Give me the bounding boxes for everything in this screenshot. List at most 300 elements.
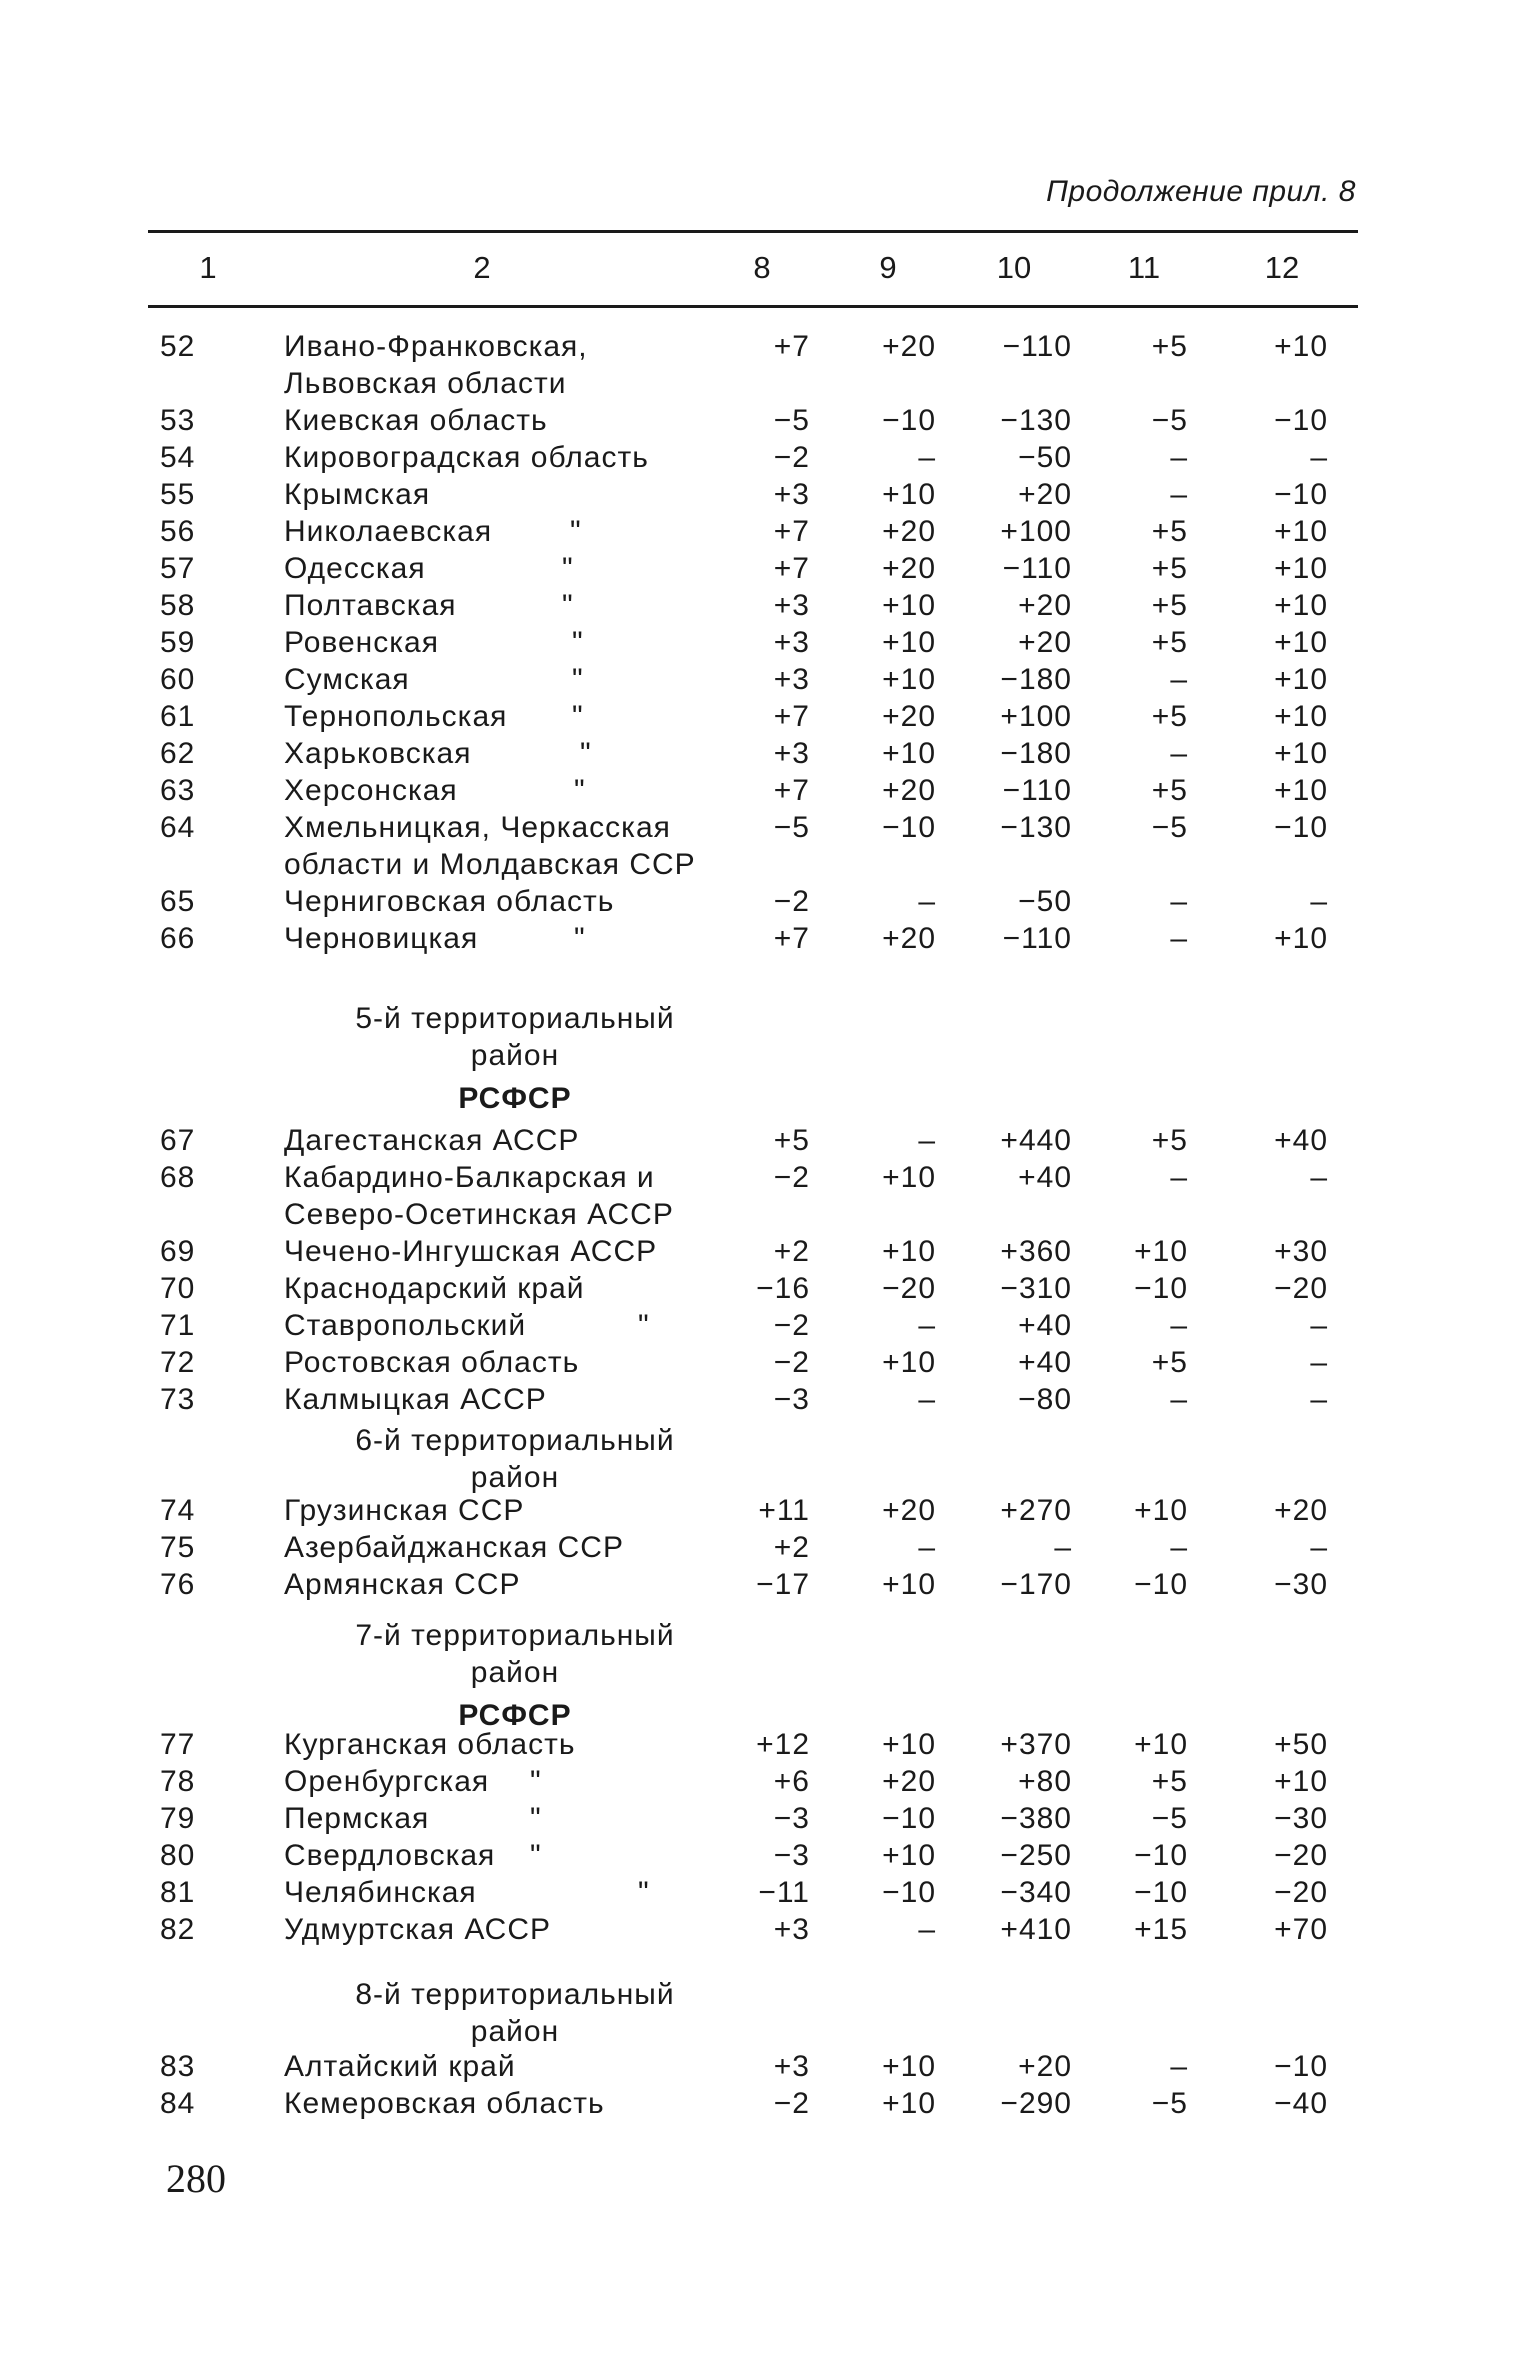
- column-header-2: 2: [473, 250, 491, 285]
- table-row: [0, 811, 1536, 848]
- row-number: 55: [160, 478, 196, 511]
- row-number: 77: [160, 1728, 196, 1761]
- value-col-9: +10: [882, 663, 936, 696]
- value-col-10: +360: [1000, 1235, 1072, 1268]
- table-row: [0, 441, 1536, 478]
- table-row: [0, 515, 1536, 552]
- row-number: 80: [160, 1839, 196, 1872]
- region-name: Пермская: [284, 1802, 430, 1835]
- table-row: [0, 774, 1536, 811]
- table-row: [0, 626, 1536, 663]
- section-heading-8: [330, 1976, 700, 2050]
- value-col-8: +2: [773, 1531, 810, 1564]
- value-col-10: +100: [1000, 700, 1072, 733]
- table-row: [0, 663, 1536, 700]
- region-name: Крымская: [284, 478, 431, 511]
- value-col-9: −10: [882, 404, 936, 437]
- ditto-mark: ": [580, 737, 592, 770]
- value-col-9: +10: [882, 2087, 936, 2120]
- value-col-9: +10: [882, 2050, 936, 2083]
- region-name: Ростовская область: [284, 1346, 580, 1379]
- value-col-9: +20: [882, 515, 936, 548]
- row-number: 81: [160, 1876, 196, 1909]
- value-col-11: –: [1170, 1161, 1188, 1194]
- value-col-9: +10: [882, 1839, 936, 1872]
- value-col-10: +440: [1000, 1124, 1072, 1157]
- value-col-11: −10: [1134, 1876, 1188, 1909]
- row-number: 69: [160, 1235, 196, 1268]
- value-col-12: –: [1310, 441, 1328, 474]
- table-row: [0, 552, 1536, 589]
- table-top-rule: [148, 230, 1358, 233]
- row-number: 65: [160, 885, 196, 918]
- region-name: Киевская область: [284, 404, 548, 437]
- table-row: [0, 737, 1536, 774]
- value-col-10: −310: [1000, 1272, 1072, 1305]
- table-row: [0, 1124, 1536, 1161]
- value-col-10: −50: [1018, 441, 1072, 474]
- value-col-11: −5: [1151, 2087, 1188, 2120]
- row-number: 67: [160, 1124, 196, 1157]
- value-col-12: +10: [1274, 589, 1328, 622]
- value-col-8: −11: [758, 1876, 810, 1909]
- value-col-8: +3: [773, 663, 810, 696]
- value-col-8: −3: [773, 1839, 810, 1872]
- value-col-8: −2: [773, 1161, 810, 1194]
- value-col-11: +10: [1134, 1494, 1188, 1527]
- region-name: Оренбургская: [284, 1765, 490, 1798]
- column-header-9: 9: [879, 250, 897, 285]
- value-col-11: –: [1170, 2050, 1188, 2083]
- value-col-12: +30: [1274, 1235, 1328, 1268]
- value-col-11: +10: [1134, 1235, 1188, 1268]
- row-number: 73: [160, 1383, 196, 1416]
- region-name: Хмельницкая, Черкасская: [284, 811, 671, 844]
- value-col-10: +20: [1018, 626, 1072, 659]
- value-col-10: −290: [1000, 2087, 1072, 2120]
- value-col-9: –: [918, 1309, 936, 1342]
- region-name: Дагестанская АССР: [284, 1124, 580, 1157]
- region-name: Грузинская ССР: [284, 1494, 525, 1527]
- region-name: Львовская области: [284, 367, 567, 400]
- row-number: 74: [160, 1494, 196, 1527]
- table-row: [0, 1383, 1536, 1420]
- row-number: 60: [160, 663, 196, 696]
- value-col-11: –: [1170, 441, 1188, 474]
- value-col-12: +70: [1274, 1913, 1328, 1946]
- value-col-11: +15: [1134, 1913, 1188, 1946]
- table-row: [0, 1802, 1536, 1839]
- value-col-8: +7: [773, 774, 810, 807]
- value-col-12: +10: [1274, 663, 1328, 696]
- value-col-8: +3: [773, 589, 810, 622]
- value-col-10: −80: [1018, 1383, 1072, 1416]
- value-col-9: +20: [882, 1494, 936, 1527]
- region-name: Черновицкая: [284, 922, 479, 955]
- region-name: Херсонская: [284, 774, 458, 807]
- value-col-11: –: [1170, 737, 1188, 770]
- section-republic: РСФСР: [458, 1699, 572, 1732]
- region-name: Армянская ССР: [284, 1568, 521, 1601]
- table-row: [0, 1876, 1536, 1913]
- value-col-12: +10: [1274, 737, 1328, 770]
- value-col-10: −110: [1002, 330, 1072, 363]
- region-name: Кабардино-Балкарская и: [284, 1161, 655, 1194]
- value-col-12: –: [1310, 1531, 1328, 1564]
- column-header-10: 10: [996, 250, 1032, 285]
- ditto-mark: ": [638, 1876, 650, 1909]
- row-number: 75: [160, 1531, 196, 1564]
- table-row: [0, 2050, 1536, 2087]
- section-subtitle: район: [470, 1656, 560, 1689]
- page-number: 280: [166, 2156, 226, 2201]
- ditto-mark: ": [530, 1765, 542, 1798]
- region-name: Челябинская: [284, 1876, 477, 1909]
- section-title: 5-й территориальный: [355, 1002, 675, 1035]
- value-col-9: –: [918, 885, 936, 918]
- value-col-8: −3: [773, 1802, 810, 1835]
- row-number: 54: [160, 441, 196, 474]
- value-col-11: +5: [1151, 589, 1188, 622]
- row-number: 76: [160, 1568, 196, 1601]
- value-col-11: +5: [1151, 1124, 1188, 1157]
- value-col-10: +40: [1018, 1309, 1072, 1342]
- value-col-9: –: [918, 441, 936, 474]
- value-col-11: −10: [1134, 1272, 1188, 1305]
- region-name: Алтайский край: [284, 2050, 516, 2083]
- ditto-mark: ": [530, 1839, 542, 1872]
- value-col-10: +370: [1000, 1728, 1072, 1761]
- row-number: 63: [160, 774, 196, 807]
- region-name: Азербайджанская ССР: [284, 1531, 624, 1564]
- value-col-12: −30: [1274, 1802, 1328, 1835]
- value-col-11: +10: [1134, 1728, 1188, 1761]
- section-subtitle: район: [470, 1039, 560, 1072]
- value-col-9: −20: [882, 1272, 936, 1305]
- value-col-9: +10: [882, 1568, 936, 1601]
- value-col-10: −340: [1000, 1876, 1072, 1909]
- row-number: 52: [160, 330, 196, 363]
- table-row: [0, 1161, 1536, 1198]
- value-col-9: −10: [882, 1876, 936, 1909]
- value-col-12: +10: [1274, 626, 1328, 659]
- value-col-12: +10: [1274, 774, 1328, 807]
- region-name: Ровенская: [284, 626, 439, 659]
- value-col-9: +10: [882, 1161, 936, 1194]
- row-number: 70: [160, 1272, 196, 1305]
- region-name: Сумская: [284, 663, 410, 696]
- section-heading-6: [330, 1422, 700, 1496]
- region-name: области и Молдавская ССР: [284, 848, 696, 881]
- value-col-12: +10: [1274, 1765, 1328, 1798]
- value-col-10: −110: [1002, 552, 1072, 585]
- value-col-9: +10: [882, 1235, 936, 1268]
- value-col-8: +3: [773, 737, 810, 770]
- value-col-10: −380: [1000, 1802, 1072, 1835]
- row-number: 59: [160, 626, 196, 659]
- table-row: [0, 2087, 1536, 2124]
- value-col-12: +10: [1274, 330, 1328, 363]
- row-number: 64: [160, 811, 196, 844]
- value-col-12: –: [1310, 1309, 1328, 1342]
- ditto-mark: ": [574, 922, 586, 955]
- value-col-8: −3: [773, 1383, 810, 1416]
- region-name: Тернопольская: [284, 700, 508, 733]
- section-republic: РСФСР: [458, 1082, 572, 1115]
- section-subtitle: район: [470, 2015, 560, 2048]
- table-row: [0, 1728, 1536, 1765]
- table-row: [0, 922, 1536, 959]
- value-col-8: +2: [773, 1235, 810, 1268]
- value-col-10: +410: [1000, 1913, 1072, 1946]
- value-col-11: –: [1170, 1309, 1188, 1342]
- value-col-12: −10: [1274, 2050, 1328, 2083]
- region-name: Свердловская: [284, 1839, 496, 1872]
- region-name: Ставропольский: [284, 1309, 527, 1342]
- value-col-10: +40: [1018, 1161, 1072, 1194]
- row-number: 84: [160, 2087, 196, 2120]
- continuation-note: Продолжение прил. 8: [1046, 175, 1356, 208]
- region-name: Черниговская область: [284, 885, 615, 918]
- ditto-mark: ": [572, 626, 584, 659]
- value-col-11: –: [1170, 922, 1188, 955]
- value-col-11: +5: [1151, 1346, 1188, 1379]
- value-col-11: +5: [1151, 330, 1188, 363]
- ditto-mark: ": [562, 589, 574, 622]
- value-col-9: +20: [882, 552, 936, 585]
- value-col-8: −16: [756, 1272, 810, 1305]
- value-col-9: +20: [882, 922, 936, 955]
- value-col-12: +20: [1274, 1494, 1328, 1527]
- value-col-12: –: [1310, 1383, 1328, 1416]
- value-col-12: +10: [1274, 700, 1328, 733]
- value-col-11: +5: [1151, 774, 1188, 807]
- table-row: [0, 1913, 1536, 1950]
- value-col-9: –: [918, 1124, 936, 1157]
- value-col-9: –: [918, 1531, 936, 1564]
- region-name: Николаевская: [284, 515, 493, 548]
- value-col-10: +20: [1018, 589, 1072, 622]
- value-col-11: −5: [1151, 1802, 1188, 1835]
- value-col-10: −180: [1000, 737, 1072, 770]
- value-col-8: −2: [773, 1309, 810, 1342]
- ditto-mark: ": [572, 663, 584, 696]
- value-col-9: +20: [882, 1765, 936, 1798]
- value-col-9: +10: [882, 589, 936, 622]
- value-col-11: +5: [1151, 552, 1188, 585]
- value-col-9: +20: [882, 330, 936, 363]
- row-number: 83: [160, 2050, 196, 2083]
- ditto-mark: ": [570, 515, 582, 548]
- table-row: [0, 1272, 1536, 1309]
- value-col-8: +3: [773, 626, 810, 659]
- table-row: [0, 589, 1536, 626]
- value-col-12: −40: [1274, 2087, 1328, 2120]
- value-col-12: −20: [1274, 1272, 1328, 1305]
- value-col-10: −130: [1000, 811, 1072, 844]
- value-col-8: +6: [773, 1765, 810, 1798]
- table-row: [0, 1765, 1536, 1802]
- value-col-12: +10: [1274, 922, 1328, 955]
- row-number: 78: [160, 1765, 196, 1798]
- value-col-8: −5: [773, 811, 810, 844]
- value-col-11: –: [1170, 1531, 1188, 1564]
- region-name: Северо-Осетинская АССР: [284, 1198, 674, 1231]
- column-header-11: 11: [1127, 250, 1161, 285]
- table-row: [0, 404, 1536, 441]
- value-col-8: +5: [773, 1124, 810, 1157]
- value-col-10: +20: [1018, 2050, 1072, 2083]
- table-row: [0, 1839, 1536, 1876]
- value-col-10: –: [1054, 1531, 1072, 1564]
- ditto-mark: ": [530, 1802, 542, 1835]
- region-name: Одесская: [284, 552, 426, 585]
- row-number: 58: [160, 589, 196, 622]
- value-col-11: −5: [1151, 404, 1188, 437]
- value-col-10: −130: [1000, 404, 1072, 437]
- value-col-12: –: [1310, 885, 1328, 918]
- column-header-1: 1: [199, 250, 217, 285]
- region-name: Курганская область: [284, 1728, 576, 1761]
- table-row: [0, 1346, 1536, 1383]
- ditto-mark: ": [562, 552, 574, 585]
- row-number: 66: [160, 922, 196, 955]
- row-number: 53: [160, 404, 196, 437]
- value-col-10: +20: [1018, 478, 1072, 511]
- value-col-8: +3: [773, 2050, 810, 2083]
- value-col-11: –: [1170, 663, 1188, 696]
- section-subtitle: район: [470, 1461, 560, 1494]
- row-number: 56: [160, 515, 196, 548]
- section-title: 7-й территориальный: [355, 1619, 675, 1652]
- value-col-8: +12: [756, 1728, 810, 1761]
- value-col-8: −5: [773, 404, 810, 437]
- section-title: 6-й территориальный: [355, 1424, 675, 1457]
- value-col-10: −180: [1000, 663, 1072, 696]
- region-name: Кировоградская область: [284, 441, 649, 474]
- value-col-9: +10: [882, 478, 936, 511]
- table-row: [0, 330, 1536, 367]
- ditto-mark: ": [638, 1309, 650, 1342]
- value-col-8: +7: [773, 552, 810, 585]
- region-name: Харьковская: [284, 737, 472, 770]
- value-col-12: –: [1310, 1161, 1328, 1194]
- value-col-8: +7: [773, 700, 810, 733]
- value-col-11: −5: [1151, 811, 1188, 844]
- value-col-10: −110: [1002, 774, 1072, 807]
- value-col-9: +10: [882, 1346, 936, 1379]
- table-row: [0, 1235, 1536, 1272]
- row-number: 62: [160, 737, 196, 770]
- value-col-8: +3: [773, 1913, 810, 1946]
- value-col-12: −20: [1274, 1876, 1328, 1909]
- value-col-12: +40: [1274, 1124, 1328, 1157]
- value-col-10: +270: [1000, 1494, 1072, 1527]
- value-col-11: –: [1170, 478, 1188, 511]
- value-col-12: +10: [1274, 552, 1328, 585]
- value-col-11: −10: [1134, 1839, 1188, 1872]
- table-row: [0, 1198, 1536, 1235]
- table-row: [0, 1309, 1536, 1346]
- value-col-12: −30: [1274, 1568, 1328, 1601]
- value-col-9: +10: [882, 1728, 936, 1761]
- table-row: [0, 885, 1536, 922]
- value-col-10: +80: [1018, 1765, 1072, 1798]
- row-number: 57: [160, 552, 196, 585]
- region-name: Кемеровская область: [284, 2087, 605, 2120]
- value-col-12: −10: [1274, 811, 1328, 844]
- table-row: [0, 1531, 1536, 1568]
- value-col-9: +10: [882, 737, 936, 770]
- value-col-8: +3: [773, 478, 810, 511]
- region-name: Калмыцкая АССР: [284, 1383, 547, 1416]
- row-number: 71: [160, 1309, 196, 1342]
- value-col-12: +10: [1274, 515, 1328, 548]
- section-heading-7: [330, 1617, 700, 1734]
- value-col-9: –: [918, 1913, 936, 1946]
- value-col-10: −50: [1018, 885, 1072, 918]
- ditto-mark: ": [574, 774, 586, 807]
- region-name: Удмуртская АССР: [284, 1913, 552, 1946]
- value-col-12: −10: [1274, 404, 1328, 437]
- region-name: Полтавская: [284, 589, 457, 622]
- section-heading-5: [330, 1000, 700, 1117]
- value-col-12: –: [1310, 1346, 1328, 1379]
- value-col-9: –: [918, 1383, 936, 1416]
- table-row: [0, 1494, 1536, 1531]
- value-col-11: −10: [1134, 1568, 1188, 1601]
- value-col-10: +100: [1000, 515, 1072, 548]
- value-col-12: +50: [1274, 1728, 1328, 1761]
- region-name: Ивано-Франковская,: [284, 330, 588, 363]
- value-col-8: +7: [773, 922, 810, 955]
- row-number: 68: [160, 1161, 196, 1194]
- value-col-8: +7: [773, 515, 810, 548]
- row-number: 61: [160, 700, 196, 733]
- ditto-mark: ": [572, 700, 584, 733]
- value-col-11: –: [1170, 885, 1188, 918]
- row-number: 72: [160, 1346, 196, 1379]
- region-name: Краснодарский край: [284, 1272, 585, 1305]
- value-col-11: +5: [1151, 515, 1188, 548]
- region-name: Чечено-Ингушская АССР: [284, 1235, 658, 1268]
- value-col-8: −2: [773, 885, 810, 918]
- value-col-8: −2: [773, 2087, 810, 2120]
- value-col-12: −20: [1274, 1839, 1328, 1872]
- table-row: [0, 700, 1536, 737]
- value-col-10: −170: [1000, 1568, 1072, 1601]
- value-col-11: –: [1170, 1383, 1188, 1416]
- value-col-11: +5: [1151, 1765, 1188, 1798]
- value-col-8: −2: [773, 441, 810, 474]
- row-number: 79: [160, 1802, 196, 1835]
- section-title: 8-й территориальный: [355, 1978, 675, 2011]
- value-col-11: +5: [1151, 626, 1188, 659]
- value-col-9: +20: [882, 774, 936, 807]
- value-col-9: −10: [882, 1802, 936, 1835]
- column-header-12: 12: [1264, 250, 1300, 285]
- table-row: [0, 367, 1536, 404]
- value-col-9: −10: [882, 811, 936, 844]
- value-col-9: +20: [882, 700, 936, 733]
- value-col-10: −250: [1000, 1839, 1072, 1872]
- table-row: [0, 1568, 1536, 1605]
- table-header-rule: [148, 305, 1358, 308]
- value-col-8: −17: [756, 1568, 810, 1601]
- column-header-8: 8: [753, 250, 771, 285]
- value-col-8: +11: [758, 1494, 810, 1527]
- value-col-12: −10: [1274, 478, 1328, 511]
